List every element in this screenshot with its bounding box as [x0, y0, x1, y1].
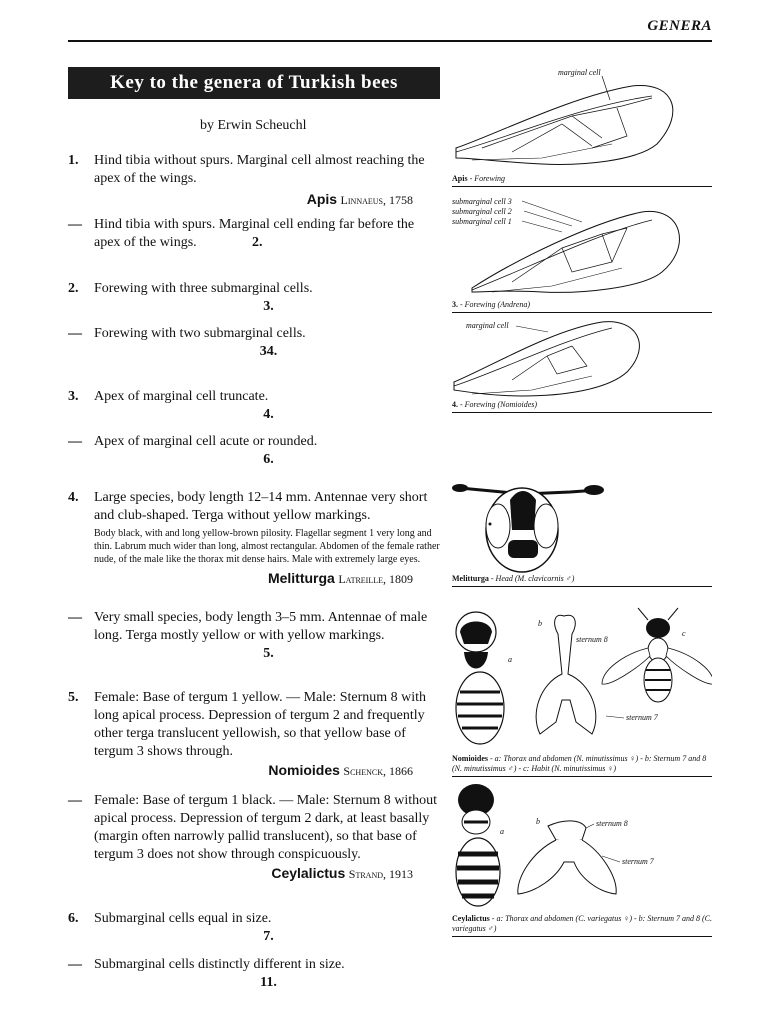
genus-name: Apis Linnaeus, 1758 [306, 191, 413, 207]
entry-number: 3. [68, 389, 79, 404]
key-entry-1-alt [68, 216, 443, 252]
entry-number: 6. [68, 911, 79, 926]
entry-next: 3. [263, 299, 274, 314]
entry-dash: — [68, 610, 82, 625]
submarginal-cell-2-label: submarginal cell 2 [452, 207, 512, 216]
sternum-7-label: sternum 7 [626, 713, 658, 722]
figure-nomioides-forewing [452, 316, 712, 413]
entry-description: Body black, with and long yellow-brown pilosity. Flagellar segment 1 very long and thin. Labrum much wider than long, almost rectangular. Abdomen of the female rather nude, of the male like the thorax mit dense hairs. Male with extremely large eyes. [94, 528, 440, 565]
entry-text: Apex of marginal cell truncate. [94, 389, 269, 404]
entry-next: 5. [263, 646, 274, 661]
key-entry-6-alt [68, 956, 443, 992]
submarginal-cell-3-label: submarginal cell 3 [452, 197, 512, 206]
entry-text: Large species, body length 12–14 mm. Antennae very short and club-shaped. Terga without yellow markings. [94, 490, 428, 523]
key-entry-3-alt [68, 433, 443, 469]
figure-apis-forewing [452, 66, 712, 187]
entry-text: Forewing with three submarginal cells. [94, 281, 313, 296]
author-line: by Erwin Scheuchl [200, 118, 307, 133]
submarginal-cell-1-label: submarginal cell 1 [452, 217, 512, 226]
entry-next: 34. [259, 344, 278, 359]
entry-text: Submarginal cells equal in size. [94, 911, 272, 926]
key-entry-5 [68, 689, 443, 781]
nomioides-illustration [452, 604, 712, 754]
figure-label-a: a [508, 655, 512, 664]
entry-text: Apex of marginal cell acute or rounded. [94, 434, 318, 449]
key-entry-1 [68, 152, 443, 210]
figure-ceylalictus [452, 782, 712, 937]
key-entry-2 [68, 280, 443, 316]
entry-dash: — [68, 217, 82, 232]
entry-text: Very small species, body length 3–5 mm. Antennae of male long. Terga mostly yellow or with yellow markings. [94, 610, 428, 643]
key-entry-4-alt [68, 609, 443, 663]
key-entry-6 [68, 910, 443, 946]
ceylalictus-illustration [452, 782, 712, 914]
figure-caption: 3. - Forewing (Andrena) [452, 300, 712, 313]
entry-number: 1. [68, 153, 79, 168]
key-entry-3 [68, 388, 443, 424]
entry-next: 11. [260, 975, 277, 990]
figure-caption: Nomioides - a: Thorax and abdomen (N. minutissimus ♀) - b: Sternum 7 and 8 (N. minutissimus ♂) - c: Habit (N. minutissimus ♀) [452, 754, 712, 777]
key-title-banner: Key to the genera of Turkish bees [68, 67, 440, 99]
figure-label-b: b [538, 619, 542, 628]
entry-text: Submarginal cells distinctly different in size. [94, 957, 345, 972]
genus-name: Ceylalictus Strand, 1913 [271, 865, 413, 881]
sternum-8-label: sternum 8 [576, 635, 608, 644]
entry-dash: — [68, 793, 82, 808]
figure-caption: 4. - Forewing (Nomioides) [452, 400, 712, 413]
figure-andrena-forewing [452, 192, 712, 313]
entry-next: 7. [263, 929, 274, 944]
genus-name: Melitturga Latreille, 1809 [267, 570, 413, 586]
marginal-cell-label: marginal cell [466, 321, 509, 330]
entry-next: 2. [252, 235, 263, 250]
genus-name: Nomioides Schenck, 1866 [268, 762, 413, 778]
entry-next: 6. [263, 452, 274, 467]
figure-melitturga-head [452, 470, 712, 587]
entry-number: 5. [68, 690, 79, 705]
entry-text: Female: Base of tergum 1 yellow. — Male: Sternum 8 with long apical process. Depression of tergum 2 and frequently other terga translucent yellowish, so that yellow base of tergum 3 shows through. [94, 690, 427, 759]
entry-number: 2. [68, 281, 79, 296]
marginal-cell-label: marginal cell [558, 68, 601, 77]
nomioides-forewing-illustration [452, 316, 712, 400]
apis-forewing-illustration [452, 66, 712, 174]
figure-label-c: c [682, 629, 686, 638]
header-title: GENERA [647, 18, 712, 34]
figure-label-b: b [536, 817, 540, 826]
sternum-7-label: sternum 7 [622, 857, 654, 866]
entry-dash: — [68, 326, 82, 341]
entry-dash: — [68, 957, 82, 972]
entry-dash: — [68, 434, 82, 449]
entry-number: 4. [68, 490, 79, 505]
key-entry-5-alt [68, 792, 443, 884]
entry-text: Forewing with two submarginal cells. [94, 326, 306, 341]
figure-nomioides [452, 604, 712, 777]
figure-label-a: a [500, 827, 504, 836]
sternum-8-label: sternum 8 [596, 819, 628, 828]
andrena-forewing-illustration [452, 192, 712, 300]
key-entry-4 [68, 489, 443, 589]
entry-next: 4. [263, 407, 274, 422]
entry-text: Hind tibia with spurs. Marginal cell ending far before the apex of the wings. [94, 217, 415, 250]
figure-caption: Melitturga - Head (M. clavicornis ♂) [452, 574, 712, 587]
figure-caption: Apis - Forewing [452, 174, 712, 187]
entry-text: Hind tibia without spurs. Marginal cell almost reaching the apex of the wings. [94, 153, 425, 186]
header-rule [68, 40, 712, 42]
figure-caption: Ceylalictus - a: Thorax and abdomen (C. variegatus ♀) - b: Sternum 7 and 8 (C. variegatus ♂) [452, 914, 712, 937]
key-entry-2-alt [68, 325, 443, 361]
entry-text: Female: Base of tergum 1 black. — Male: Sternum 8 without apical process. Depression of tergum 2 dark, at least basally (margin often narrowly pallid translucent), so that base of tergum 3 does not show through conspicuously. [94, 793, 438, 862]
melitturga-head-illustration [452, 470, 712, 574]
